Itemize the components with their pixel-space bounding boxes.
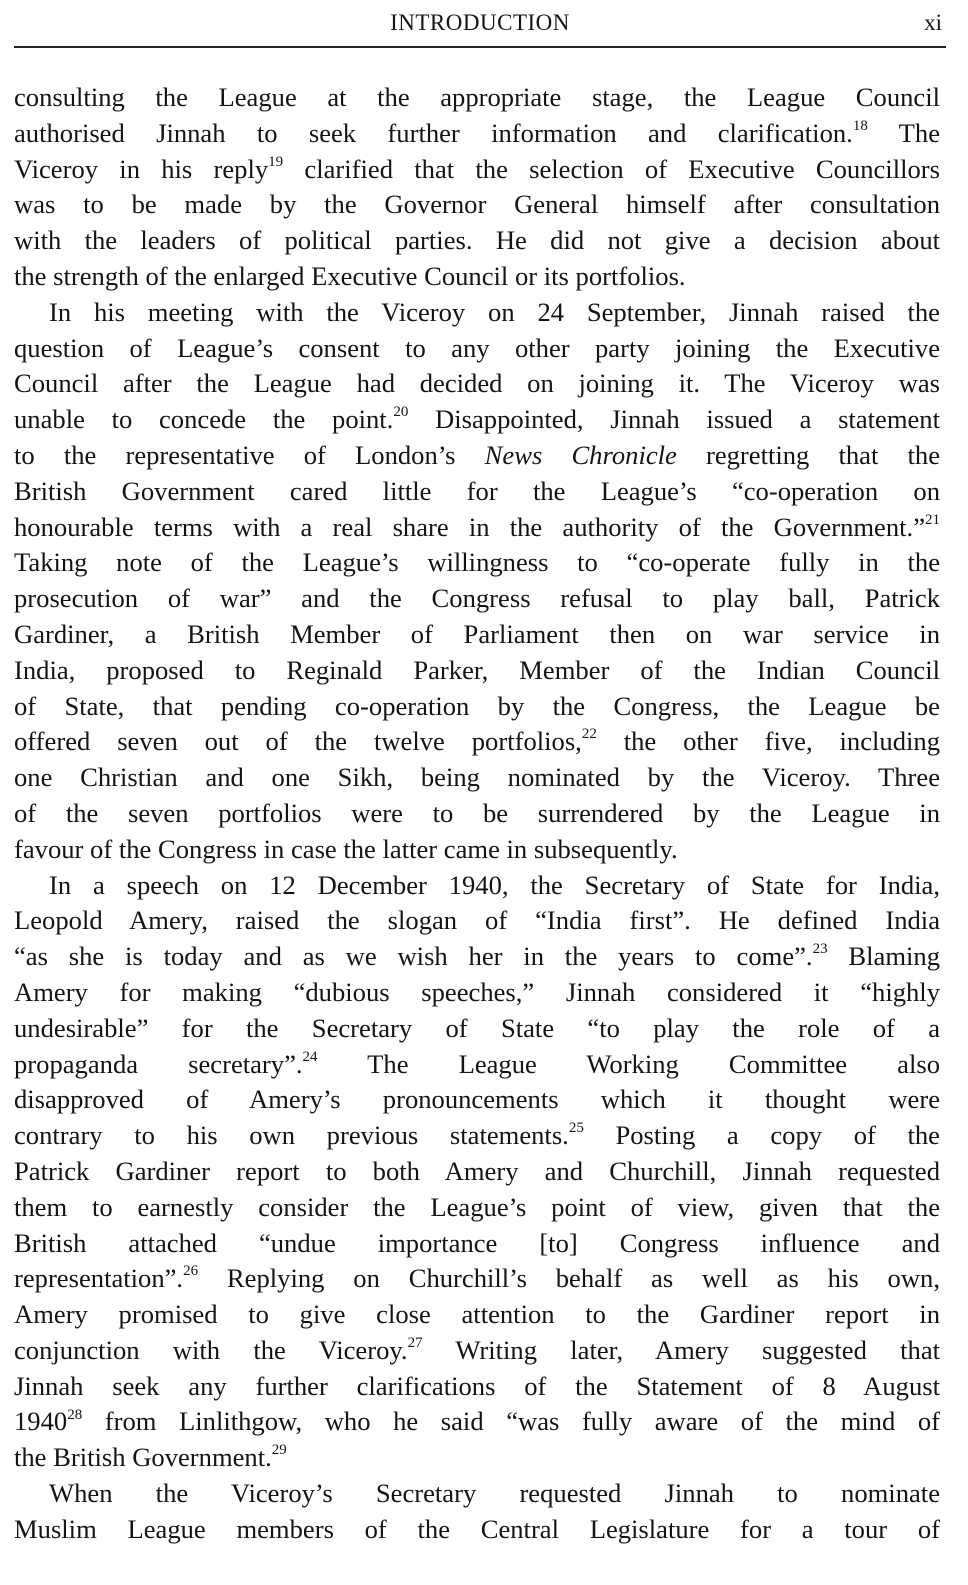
text-line bbox=[14, 1512, 940, 1548]
text-line bbox=[14, 939, 940, 975]
text-line bbox=[14, 366, 940, 402]
text-segment: undesirable” for the Secretary of State “to play the role of a bbox=[14, 1012, 940, 1043]
footnote-ref: 26 bbox=[183, 1263, 199, 1280]
footnote-ref: 23 bbox=[812, 941, 828, 958]
text-segment: authorised Jinnah to seek further information and clarification. bbox=[14, 117, 853, 148]
text-segment: Taking note of the League’s willingness to “co-operate fully in the bbox=[14, 547, 940, 578]
text-segment: offered seven out of the twelve portfolios, bbox=[14, 726, 582, 757]
text-segment: clarified that the selection of Executive Councillors bbox=[283, 153, 940, 184]
text-line bbox=[14, 331, 940, 367]
text-line bbox=[14, 724, 940, 760]
text-segment: Amery promised to give close attention to the Gardiner report in bbox=[14, 1299, 940, 1330]
text-segment: disapproved of Amery’s pronouncements which it thought were bbox=[14, 1084, 940, 1115]
text-segment: one Christian and one Sikh, being nominated by the Viceroy. Three bbox=[14, 762, 940, 793]
text-segment: prosecution of war” and the Congress refusal to play ball, Patrick bbox=[14, 583, 940, 614]
text-segment: favour of the Congress in case the latter came in subsequently. bbox=[14, 833, 678, 864]
text-segment: of the seven portfolios were to be surrendered by the League in bbox=[14, 797, 940, 828]
text-segment: from Linlithgow, who he said “was fully aware of the mind of bbox=[82, 1406, 940, 1437]
footnote-ref: 24 bbox=[302, 1048, 318, 1065]
text-line bbox=[14, 1190, 940, 1226]
text-segment: Blaming bbox=[827, 941, 940, 972]
text-line bbox=[14, 1333, 940, 1369]
text-line bbox=[14, 581, 940, 617]
text-segment: British attached “undue importance [to] Congress influence and bbox=[14, 1227, 940, 1258]
text-line bbox=[14, 1369, 940, 1405]
text-segment: Jinnah seek any further clarifications of the Statement of 8 August bbox=[14, 1370, 940, 1401]
text-segment: Patrick Gardiner report to both Amery and Churchill, Jinnah requested bbox=[14, 1155, 940, 1186]
text-segment: contrary to his own previous statements. bbox=[14, 1120, 569, 1151]
text-line bbox=[14, 1440, 940, 1476]
text-segment: the other five, including bbox=[596, 726, 940, 757]
text-segment: the British Government. bbox=[14, 1442, 272, 1473]
text-segment: propaganda secretary”. bbox=[14, 1048, 303, 1079]
text-segment: of State, that pending co-operation by the Congress, the League be bbox=[14, 690, 940, 721]
page-number: xi bbox=[924, 10, 942, 35]
text-segment: In his meeting with the Viceroy on 24 September, Jinnah raised the bbox=[49, 296, 940, 327]
text-line bbox=[14, 474, 940, 510]
text-segment: British Government cared little for the League’s “co-operation on bbox=[14, 475, 940, 506]
header-title: INTRODUCTION bbox=[390, 10, 570, 35]
text-segment: representation”. bbox=[14, 1263, 184, 1294]
text-line bbox=[14, 1011, 940, 1047]
text-line bbox=[14, 223, 940, 259]
text-line bbox=[14, 187, 940, 223]
text-line bbox=[14, 402, 940, 438]
text-segment: to the representative of London’s bbox=[14, 439, 485, 470]
footnote-ref: 29 bbox=[271, 1442, 287, 1459]
footnote-ref: 25 bbox=[568, 1120, 584, 1137]
text-line bbox=[14, 438, 940, 474]
text-segment: with the leaders of political parties. He did not give a decision about bbox=[14, 225, 940, 256]
text-segment: Muslim League members of the Central Legislature for a tour of bbox=[14, 1513, 940, 1544]
text-line bbox=[14, 760, 940, 796]
text-segment: Leopold Amery, raised the slogan of “India first”. He defined India bbox=[14, 905, 940, 936]
text-line bbox=[14, 975, 940, 1011]
text-segment: Writing later, Amery suggested that bbox=[422, 1334, 941, 1365]
footnote-ref: 19 bbox=[268, 153, 284, 170]
text-segment: Gardiner, a British Member of Parliament then on war service in bbox=[14, 618, 940, 649]
text-line bbox=[14, 1261, 940, 1297]
footnote-ref: 18 bbox=[852, 117, 868, 134]
text-segment: honourable terms with a real share in the authority of the Government.” bbox=[14, 511, 925, 542]
text-segment: Posting a copy of the bbox=[583, 1120, 940, 1151]
text-segment: The bbox=[867, 117, 940, 148]
text-line bbox=[14, 832, 940, 868]
text-line bbox=[14, 152, 940, 188]
footnote-ref: 21 bbox=[925, 511, 940, 528]
text-segment: In a speech on 12 December 1940, the Secretary of State for India, bbox=[49, 869, 940, 900]
footnote-ref: 27 bbox=[407, 1335, 423, 1352]
text-line bbox=[14, 1226, 940, 1262]
text-segment: conjunction with the Viceroy. bbox=[14, 1334, 408, 1365]
text-line bbox=[14, 1082, 940, 1118]
text-segment: The League Working Committee also bbox=[317, 1048, 941, 1079]
text-segment: India, proposed to Reginald Parker, Member of the Indian Council bbox=[14, 654, 940, 685]
text-line bbox=[14, 295, 940, 331]
text-segment: When the Viceroy’s Secretary requested Jinnah to nominate bbox=[49, 1478, 940, 1509]
text-segment: Amery for making “dubious speeches,” Jinnah considered it “highly bbox=[14, 976, 940, 1007]
italic-title: News Chronicle bbox=[484, 439, 677, 470]
text-segment: 1940 bbox=[14, 1406, 68, 1437]
text-line bbox=[14, 903, 940, 939]
text-line bbox=[14, 653, 940, 689]
text-line bbox=[14, 868, 940, 904]
text-segment: the strength of the enlarged Executive Council or its portfolios. bbox=[14, 260, 686, 291]
text-line bbox=[14, 510, 940, 546]
header-rule bbox=[14, 46, 946, 48]
text-segment: “as she is today and as we wish her in the years to come”. bbox=[14, 941, 813, 972]
text-line bbox=[14, 80, 940, 116]
text-line bbox=[14, 1297, 940, 1333]
text-line bbox=[14, 1404, 940, 1440]
text-line bbox=[14, 796, 940, 832]
text-line bbox=[14, 545, 940, 581]
text-line bbox=[14, 259, 940, 295]
text-segment: Replying on Churchill’s behalf as well as his own, bbox=[198, 1263, 940, 1294]
text-line bbox=[14, 1047, 940, 1083]
text-segment: them to earnestly consider the League’s point of view, given that the bbox=[14, 1191, 940, 1222]
text-line bbox=[14, 1118, 940, 1154]
text-line bbox=[14, 1476, 940, 1512]
running-header bbox=[14, 4, 946, 46]
text-segment: unable to concede the point. bbox=[14, 404, 394, 435]
text-segment: Viceroy in his reply bbox=[14, 153, 269, 184]
text-line bbox=[14, 116, 940, 152]
body-text bbox=[14, 80, 940, 1548]
footnote-ref: 28 bbox=[67, 1406, 83, 1423]
text-segment: Council after the League had decided on joining it. The Viceroy was bbox=[14, 368, 940, 399]
text-segment: consulting the League at the appropriate stage, the League Council bbox=[14, 82, 940, 112]
text-line bbox=[14, 617, 940, 653]
text-segment: Disappointed, Jinnah issued a statement bbox=[408, 404, 940, 435]
text-line bbox=[14, 689, 940, 725]
footnote-ref: 20 bbox=[393, 404, 409, 421]
footnote-ref: 22 bbox=[581, 726, 597, 743]
text-segment: regretting that the bbox=[676, 439, 941, 470]
text-line bbox=[14, 1154, 940, 1190]
text-segment: was to be made by the Governor General himself after consultation bbox=[14, 189, 940, 220]
text-segment: question of League’s consent to any other party joining the Executive bbox=[14, 332, 940, 363]
